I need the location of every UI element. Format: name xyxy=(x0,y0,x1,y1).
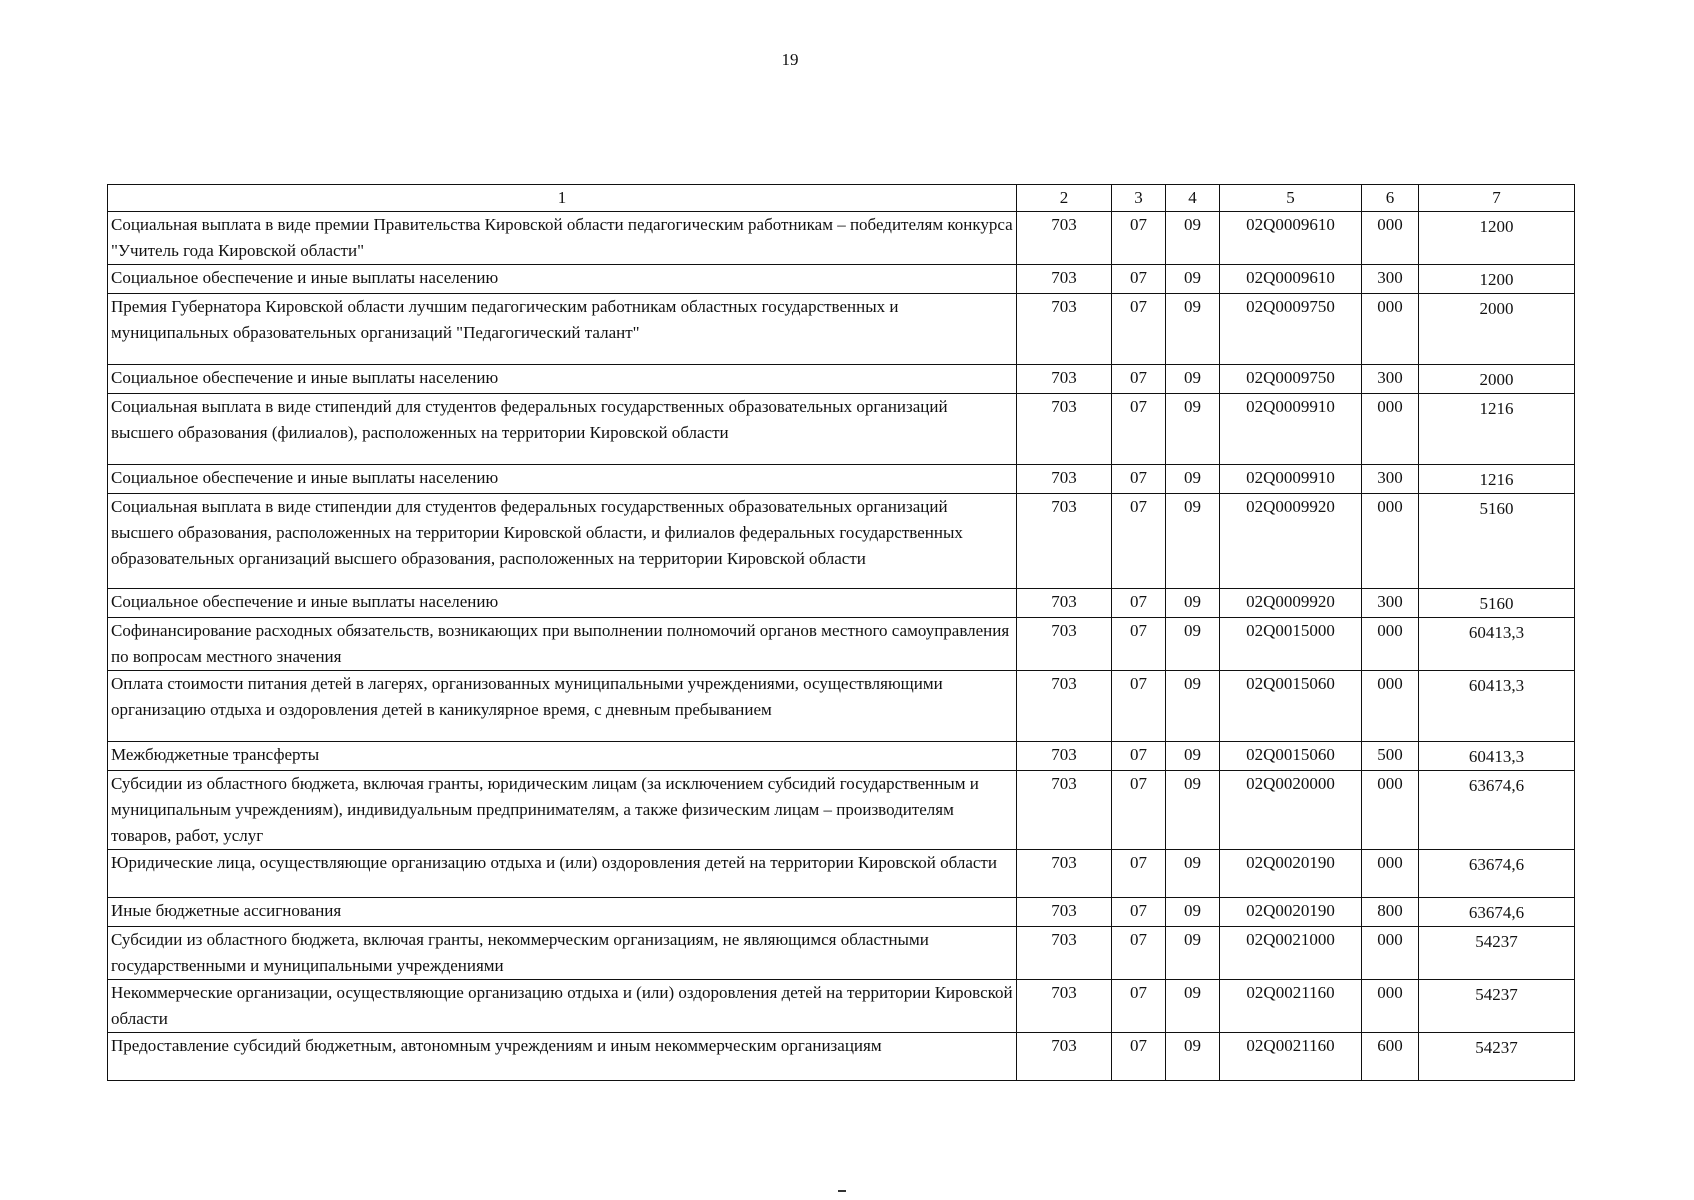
admin-code-cell: 703 xyxy=(1017,465,1112,494)
admin-code-cell: 703 xyxy=(1017,265,1112,294)
target-article-cell: 02Q0015060 xyxy=(1220,671,1362,742)
table-row xyxy=(108,394,1575,465)
expense-type-cell: 300 xyxy=(1362,365,1419,394)
expense-type-cell: 000 xyxy=(1362,294,1419,365)
table-row xyxy=(108,294,1575,365)
admin-code-cell: 703 xyxy=(1017,365,1112,394)
amount-cell: 1216 xyxy=(1419,465,1575,494)
budget-table xyxy=(107,184,1575,1081)
expense-type-cell: 600 xyxy=(1362,1033,1419,1081)
subsection-code-cell: 09 xyxy=(1166,618,1220,671)
admin-code-cell: 703 xyxy=(1017,980,1112,1033)
table-row xyxy=(108,265,1575,294)
column-number-row xyxy=(108,185,1575,212)
section-code-cell: 07 xyxy=(1112,927,1166,980)
target-article-cell: 02Q0020000 xyxy=(1220,771,1362,850)
item-name-cell: Некоммерческие организации, осуществляющие организацию отдыха и (или) оздоровления детей на территории Кировской области xyxy=(108,980,1017,1033)
amount-cell: 60413,3 xyxy=(1419,618,1575,671)
amount-cell: 60413,3 xyxy=(1419,671,1575,742)
expense-type-cell: 000 xyxy=(1362,927,1419,980)
section-code-cell: 07 xyxy=(1112,898,1166,927)
column-number-cell: 5 xyxy=(1220,185,1362,212)
target-article-cell: 02Q0009610 xyxy=(1220,265,1362,294)
item-name-cell: Иные бюджетные ассигнования xyxy=(108,898,1017,927)
page-number: 19 xyxy=(781,50,799,69)
subsection-code-cell: 09 xyxy=(1166,465,1220,494)
target-article-cell: 02Q0020190 xyxy=(1220,898,1362,927)
amount-cell: 60413,3 xyxy=(1419,742,1575,771)
amount-cell: 63674,6 xyxy=(1419,771,1575,850)
item-name-cell: Социальная выплата в виде стипендии для студентов федеральных государственных образовательных организаций высшего образования, расположенных на территории Кировской области, и филиалов федеральных государственных образовательных организаций высшего образования, расположенных на территории Кировской области xyxy=(108,494,1017,589)
column-number-cell: 2 xyxy=(1017,185,1112,212)
item-name-cell: Социальная выплата в виде премии Правительства Кировской области педагогическим работникам – победителям конкурса "Учитель года Кировской области" xyxy=(108,212,1017,265)
section-code-cell: 07 xyxy=(1112,212,1166,265)
table-row xyxy=(108,671,1575,742)
table-row xyxy=(108,465,1575,494)
subsection-code-cell: 09 xyxy=(1166,671,1220,742)
item-name-cell: Субсидии из областного бюджета, включая гранты, юридическим лицам (за исключением субсидий государственным и муниципальным учреждениям), индивидуальным предпринимателям, а также физическим лицам – производителям товаров, работ, услуг xyxy=(108,771,1017,850)
section-code-cell: 07 xyxy=(1112,494,1166,589)
expense-type-cell: 500 xyxy=(1362,742,1419,771)
amount-cell: 5160 xyxy=(1419,494,1575,589)
expense-type-cell: 000 xyxy=(1362,494,1419,589)
target-article-cell: 02Q0021000 xyxy=(1220,927,1362,980)
item-name-cell: Субсидии из областного бюджета, включая гранты, некоммерческим организациям, не являющимся областными государственными и муниципальными учреждениями xyxy=(108,927,1017,980)
expense-type-cell: 000 xyxy=(1362,980,1419,1033)
target-article-cell: 02Q0009750 xyxy=(1220,294,1362,365)
target-article-cell: 02Q0021160 xyxy=(1220,1033,1362,1081)
section-code-cell: 07 xyxy=(1112,265,1166,294)
table-row xyxy=(108,589,1575,618)
section-code-cell: 07 xyxy=(1112,294,1166,365)
column-number-cell: 3 xyxy=(1112,185,1166,212)
admin-code-cell: 703 xyxy=(1017,618,1112,671)
table-row xyxy=(108,927,1575,980)
expense-type-cell: 000 xyxy=(1362,394,1419,465)
section-code-cell: 07 xyxy=(1112,771,1166,850)
table-row xyxy=(108,1033,1575,1081)
expense-type-cell: 300 xyxy=(1362,589,1419,618)
amount-cell: 63674,6 xyxy=(1419,850,1575,898)
amount-cell: 2000 xyxy=(1419,365,1575,394)
section-code-cell: 07 xyxy=(1112,980,1166,1033)
admin-code-cell: 703 xyxy=(1017,394,1112,465)
expense-type-cell: 000 xyxy=(1362,850,1419,898)
section-code-cell: 07 xyxy=(1112,671,1166,742)
item-name-cell: Юридические лица, осуществляющие организацию отдыха и (или) оздоровления детей на территории Кировской области xyxy=(108,850,1017,898)
table-row xyxy=(108,742,1575,771)
column-number-cell: 1 xyxy=(108,185,1017,212)
section-code-cell: 07 xyxy=(1112,618,1166,671)
admin-code-cell: 703 xyxy=(1017,742,1112,771)
item-name-cell: Социальная выплата в виде стипендий для студентов федеральных государственных образовательных организаций высшего образования (филиалов), расположенных на территории Кировской области xyxy=(108,394,1017,465)
target-article-cell: 02Q0015000 xyxy=(1220,618,1362,671)
subsection-code-cell: 09 xyxy=(1166,394,1220,465)
subsection-code-cell: 09 xyxy=(1166,742,1220,771)
subsection-code-cell: 09 xyxy=(1166,927,1220,980)
subsection-code-cell: 09 xyxy=(1166,212,1220,265)
target-article-cell: 02Q0009920 xyxy=(1220,589,1362,618)
target-article-cell: 02Q0020190 xyxy=(1220,850,1362,898)
expense-type-cell: 000 xyxy=(1362,771,1419,850)
admin-code-cell: 703 xyxy=(1017,771,1112,850)
table-row xyxy=(108,850,1575,898)
subsection-code-cell: 09 xyxy=(1166,1033,1220,1081)
target-article-cell: 02Q0021160 xyxy=(1220,980,1362,1033)
target-article-cell: 02Q0009910 xyxy=(1220,465,1362,494)
admin-code-cell: 703 xyxy=(1017,294,1112,365)
table-row xyxy=(108,212,1575,265)
section-code-cell: 07 xyxy=(1112,742,1166,771)
expense-type-cell: 000 xyxy=(1362,212,1419,265)
admin-code-cell: 703 xyxy=(1017,589,1112,618)
section-code-cell: 07 xyxy=(1112,365,1166,394)
item-name-cell: Оплата стоимости питания детей в лагерях, организованных муниципальными учреждениями, осуществляющими организацию отдыха и оздоровления детей в каникулярное время, с дневным пребыванием xyxy=(108,671,1017,742)
subsection-code-cell: 09 xyxy=(1166,898,1220,927)
expense-type-cell: 300 xyxy=(1362,265,1419,294)
expense-type-cell: 300 xyxy=(1362,465,1419,494)
table-row xyxy=(108,980,1575,1033)
item-name-cell: Социальное обеспечение и иные выплаты населению xyxy=(108,365,1017,394)
target-article-cell: 02Q0009910 xyxy=(1220,394,1362,465)
table-row xyxy=(108,365,1575,394)
table-row xyxy=(108,618,1575,671)
amount-cell: 54237 xyxy=(1419,1033,1575,1081)
table-row xyxy=(108,771,1575,850)
admin-code-cell: 703 xyxy=(1017,898,1112,927)
amount-cell: 54237 xyxy=(1419,927,1575,980)
subsection-code-cell: 09 xyxy=(1166,850,1220,898)
subsection-code-cell: 09 xyxy=(1166,265,1220,294)
admin-code-cell: 703 xyxy=(1017,671,1112,742)
table-body xyxy=(108,185,1575,1081)
table-row xyxy=(108,494,1575,589)
amount-cell: 5160 xyxy=(1419,589,1575,618)
subsection-code-cell: 09 xyxy=(1166,589,1220,618)
subsection-code-cell: 09 xyxy=(1166,365,1220,394)
admin-code-cell: 703 xyxy=(1017,494,1112,589)
item-name-cell: Социальное обеспечение и иные выплаты населению xyxy=(108,589,1017,618)
admin-code-cell: 703 xyxy=(1017,1033,1112,1081)
amount-cell: 1216 xyxy=(1419,394,1575,465)
admin-code-cell: 703 xyxy=(1017,212,1112,265)
column-number-cell: 4 xyxy=(1166,185,1220,212)
subsection-code-cell: 09 xyxy=(1166,771,1220,850)
amount-cell: 54237 xyxy=(1419,980,1575,1033)
item-name-cell: Межбюджетные трансферты xyxy=(108,742,1017,771)
item-name-cell: Предоставление субсидий бюджетным, автономным учреждениям и иным некоммерческим организациям xyxy=(108,1033,1017,1081)
section-code-cell: 07 xyxy=(1112,394,1166,465)
amount-cell: 2000 xyxy=(1419,294,1575,365)
section-code-cell: 07 xyxy=(1112,1033,1166,1081)
target-article-cell: 02Q0009920 xyxy=(1220,494,1362,589)
subsection-code-cell: 09 xyxy=(1166,980,1220,1033)
column-number-cell: 6 xyxy=(1362,185,1419,212)
amount-cell: 63674,6 xyxy=(1419,898,1575,927)
amount-cell: 1200 xyxy=(1419,212,1575,265)
target-article-cell: 02Q0009610 xyxy=(1220,212,1362,265)
expense-type-cell: 800 xyxy=(1362,898,1419,927)
item-name-cell: Софинансирование расходных обязательств, возникающих при выполнении полномочий органов местного самоуправления по вопросам местного значения xyxy=(108,618,1017,671)
subsection-code-cell: 09 xyxy=(1166,294,1220,365)
item-name-cell: Социальное обеспечение и иные выплаты населению xyxy=(108,265,1017,294)
item-name-cell: Социальное обеспечение и иные выплаты населению xyxy=(108,465,1017,494)
scan-artifact-mark xyxy=(838,1190,846,1192)
expense-type-cell: 000 xyxy=(1362,618,1419,671)
section-code-cell: 07 xyxy=(1112,850,1166,898)
target-article-cell: 02Q0015060 xyxy=(1220,742,1362,771)
admin-code-cell: 703 xyxy=(1017,850,1112,898)
table-row xyxy=(108,898,1575,927)
amount-cell: 1200 xyxy=(1419,265,1575,294)
subsection-code-cell: 09 xyxy=(1166,494,1220,589)
section-code-cell: 07 xyxy=(1112,465,1166,494)
admin-code-cell: 703 xyxy=(1017,927,1112,980)
section-code-cell: 07 xyxy=(1112,589,1166,618)
expense-type-cell: 000 xyxy=(1362,671,1419,742)
target-article-cell: 02Q0009750 xyxy=(1220,365,1362,394)
item-name-cell: Премия Губернатора Кировской области лучшим педагогическим работникам областных государственных и муниципальных образовательных организаций "Педагогический талант" xyxy=(108,294,1017,365)
column-number-cell: 7 xyxy=(1419,185,1575,212)
